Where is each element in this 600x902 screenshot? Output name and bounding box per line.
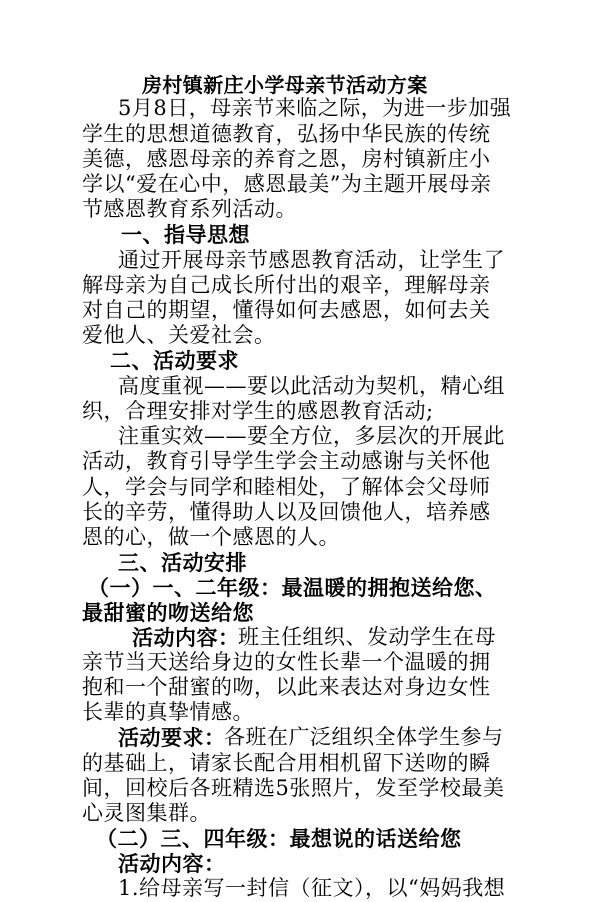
paragraph-line: 织，合理安排对学生的感恩教育活动; <box>82 399 434 423</box>
paragraph-line: 亲节当天送给身边的女性长辈一个温暖的拥 <box>82 650 491 674</box>
paragraph-line: 长的辛劳，懂得助人以及回馈他人，培养感 <box>82 500 491 524</box>
paragraph-line: 各班在广泛组织全体学生参与 <box>224 725 504 749</box>
document-title: 房村镇新庄小学母亲节活动方案 <box>142 73 428 97</box>
paragraph-line: 通过开展母亲节感恩教育活动，让学生了 <box>118 248 505 272</box>
subsection-heading-grades-3-4: （二）三、四年级：最想说的话送给您 <box>96 826 462 851</box>
paragraph-line: 注重实效——要全方位，多层次的开展此 <box>118 424 505 448</box>
activity-content-label: 活动内容： <box>132 625 240 650</box>
paragraph-line: 对自己的期望，懂得如何去感恩，如何去关 <box>82 298 491 322</box>
subsection-heading-continued: 最甜蜜的吻送给您 <box>82 600 254 625</box>
paragraph-line: 恩的心，做一个感恩的人。 <box>82 525 340 549</box>
paragraph-line: 高度重视——要以此活动为契机，精心组 <box>118 374 505 398</box>
activity-content-label: 活动内容： <box>118 851 226 876</box>
paragraph-line: 班主任组织、发动学生在母 <box>238 625 496 649</box>
paragraph-line: 美德，感恩母亲的养育之恩，房村镇新庄小 <box>82 147 491 171</box>
paragraph-line: 的基础上，请家长配合用相机留下送吻的瞬 <box>82 751 491 775</box>
paragraph-line: 人，学会与同学和睦相处，了解体会父母师 <box>82 475 491 499</box>
section-heading-guiding-thought: 一、指导思想 <box>121 222 250 247</box>
paragraph-line: 5月8日，母亲节来临之际，为进一步加强 <box>118 96 512 120</box>
paragraph-line: 间，回校后各班精选5张照片，发至学校最美 <box>82 776 505 800</box>
paragraph-line: 心灵图集群。 <box>82 801 211 825</box>
section-heading-requirements: 二、活动要求 <box>110 348 239 373</box>
subsection-heading-grades-1-2: （一）一、二年级：最温暖的拥抱送给您、 <box>88 575 497 600</box>
activity-requirement-label: 活动要求： <box>118 725 226 750</box>
paragraph-line: 学生的思想道德教育，弘扬中华民族的传统 <box>82 122 491 146</box>
paragraph-line: 1.给母亲写一封信（征文），以“妈妈我想 <box>118 876 506 900</box>
paragraph-line: 节感恩教育系列活动。 <box>82 197 297 221</box>
paragraph-line: 学以“爱在心中，感恩最美”为主题开展母亲 <box>82 172 492 196</box>
paragraph-line: 解母亲为自己成长所付出的艰辛，理解母亲 <box>82 273 491 297</box>
paragraph-line: 抱和一个甜蜜的吻，以此来表达对身边女性 <box>82 675 491 699</box>
paragraph-line: 活动，教育引导学生学会主动感谢与关怀他 <box>82 449 491 473</box>
paragraph-line: 长辈的真挚情感。 <box>82 700 254 724</box>
paragraph-line: 爱他人、关爱社会。 <box>82 323 276 347</box>
section-heading-arrangement: 三、活动安排 <box>118 550 247 575</box>
